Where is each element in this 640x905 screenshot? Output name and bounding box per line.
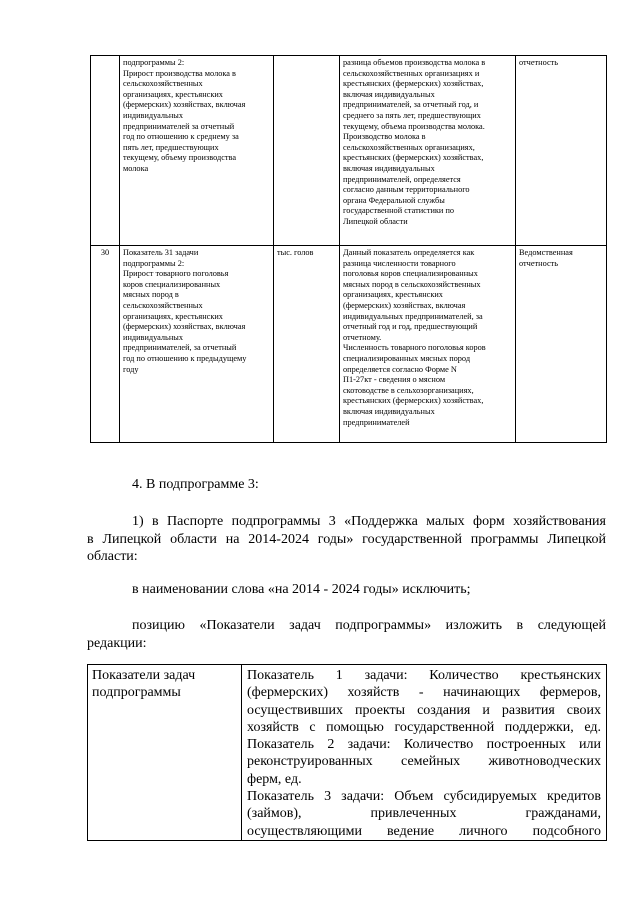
indicators-content-cell — [242, 665, 607, 841]
table-row — [91, 246, 607, 443]
paragraph-line: области: — [87, 549, 138, 564]
indicator-line: (фермерских) хозяйств - начинающих фермеров, — [247, 685, 601, 701]
indicator-line: осуществивших проекты создания и развития своих — [247, 702, 601, 718]
indicator-name: Показатель 31 задачи подпрограммы 2: Прирост товарного поголовья коров специализированных мясных пород в сельскохозяйственных организациях, крестьянских (фермерских) хозяйствах, включая индивидуальных предпринимателей, за отчетный год по отношению к предыдущему году — [120, 246, 274, 443]
paragraph-line: позицию «Показатели задач подпрограммы» изложить в следующей — [132, 618, 606, 633]
data-source: отчетность — [516, 56, 607, 246]
table-row — [91, 56, 607, 246]
indicator-line: Показатель 2 задачи: Количество построенных или — [247, 737, 601, 753]
paragraph-line: 1) в Паспорте подпрограммы 3 «Поддержка малых форм хозяйствования — [132, 514, 606, 529]
paragraph-passport — [87, 513, 606, 566]
section-heading: 4. В подпрограмме 3: — [132, 477, 259, 492]
indicator-line: реконструированных семейных животноводческих — [247, 754, 601, 770]
subprogram-indicators-table — [87, 664, 607, 841]
data-source: Ведомственная отчетность — [516, 246, 607, 443]
indicator-unit — [274, 56, 340, 246]
indicator-line: хозяйств с помощью государственной поддержки, ед. — [247, 719, 601, 735]
indicator-line: Показатель 1 задачи: Количество крестьянских — [247, 668, 601, 683]
indicator-line: Показатель 3 задачи: Объем субсидируемых кредитов — [247, 789, 601, 805]
table-row — [88, 665, 607, 841]
indicators-method-table — [90, 55, 607, 443]
calculation-method: разница объемов производства молока в сельскохозяйственных организациях и крестьянских (фермерских) хозяйствах, включая индивидуальных предпринимателей, за отчетный год, и среднего за пять лет, предшествующих текущему, объема производства молока. Производство молока в сельскохозяйственных организациях, крестьянских (фермерских) хозяйствах, включая индивидуальных предпринимателей, определяется согласно данным территориального органа Федеральной службы государственной статистики по Липецкой области — [340, 56, 516, 246]
label-line: Показатели задач — [92, 668, 196, 683]
indicator-line: осуществляющими ведение личного подсобного — [247, 823, 601, 839]
indicators-label-cell — [88, 665, 242, 841]
indicator-unit: тыс. голов — [274, 246, 340, 443]
paragraph-line: в Липецкой области на 2014-2024 годы» государственной программы Липецкой — [87, 531, 606, 547]
indicator-name: подпрограммы 2: Прирост производства молока в сельскохозяйственных организациях, крестьянских (фермерских) хозяйствах, включая индивидуальных предпринимателей за отчетный год по отношению к среднему за пять лет, предшествующих текущему, объему производства молока — [120, 56, 274, 246]
paragraph-name-change: в наименовании слова «на 2014 - 2024 годы» исключить; — [132, 582, 471, 597]
paragraph-line: редакции: — [87, 635, 147, 651]
indicator-line: ферм, ед. — [247, 771, 302, 787]
paragraph-position — [87, 617, 606, 652]
indicator-line: (займов), привлеченных гражданами, — [247, 806, 601, 822]
row-number — [91, 56, 120, 246]
calculation-method: Данный показатель определяется как разница численности товарного поголовья коров специализированных мясных пород в сельскохозяйственных организациях, крестьянских (фермерских) хозяйствах, включая индивидуальных предпринимателей, за отчетный год и год, предшествующий отчетному. Численность товарного поголовья коров специализированных мясных пород определяется согласно Форме N П1-27кт - сведения о мясном скотоводстве в сельхозорганизациях, крестьянских (фермерских) хозяйствах, включая индивидуальных предпринимателей — [340, 246, 516, 443]
label-line: подпрограммы — [92, 685, 181, 701]
row-number: 30 — [91, 246, 120, 443]
